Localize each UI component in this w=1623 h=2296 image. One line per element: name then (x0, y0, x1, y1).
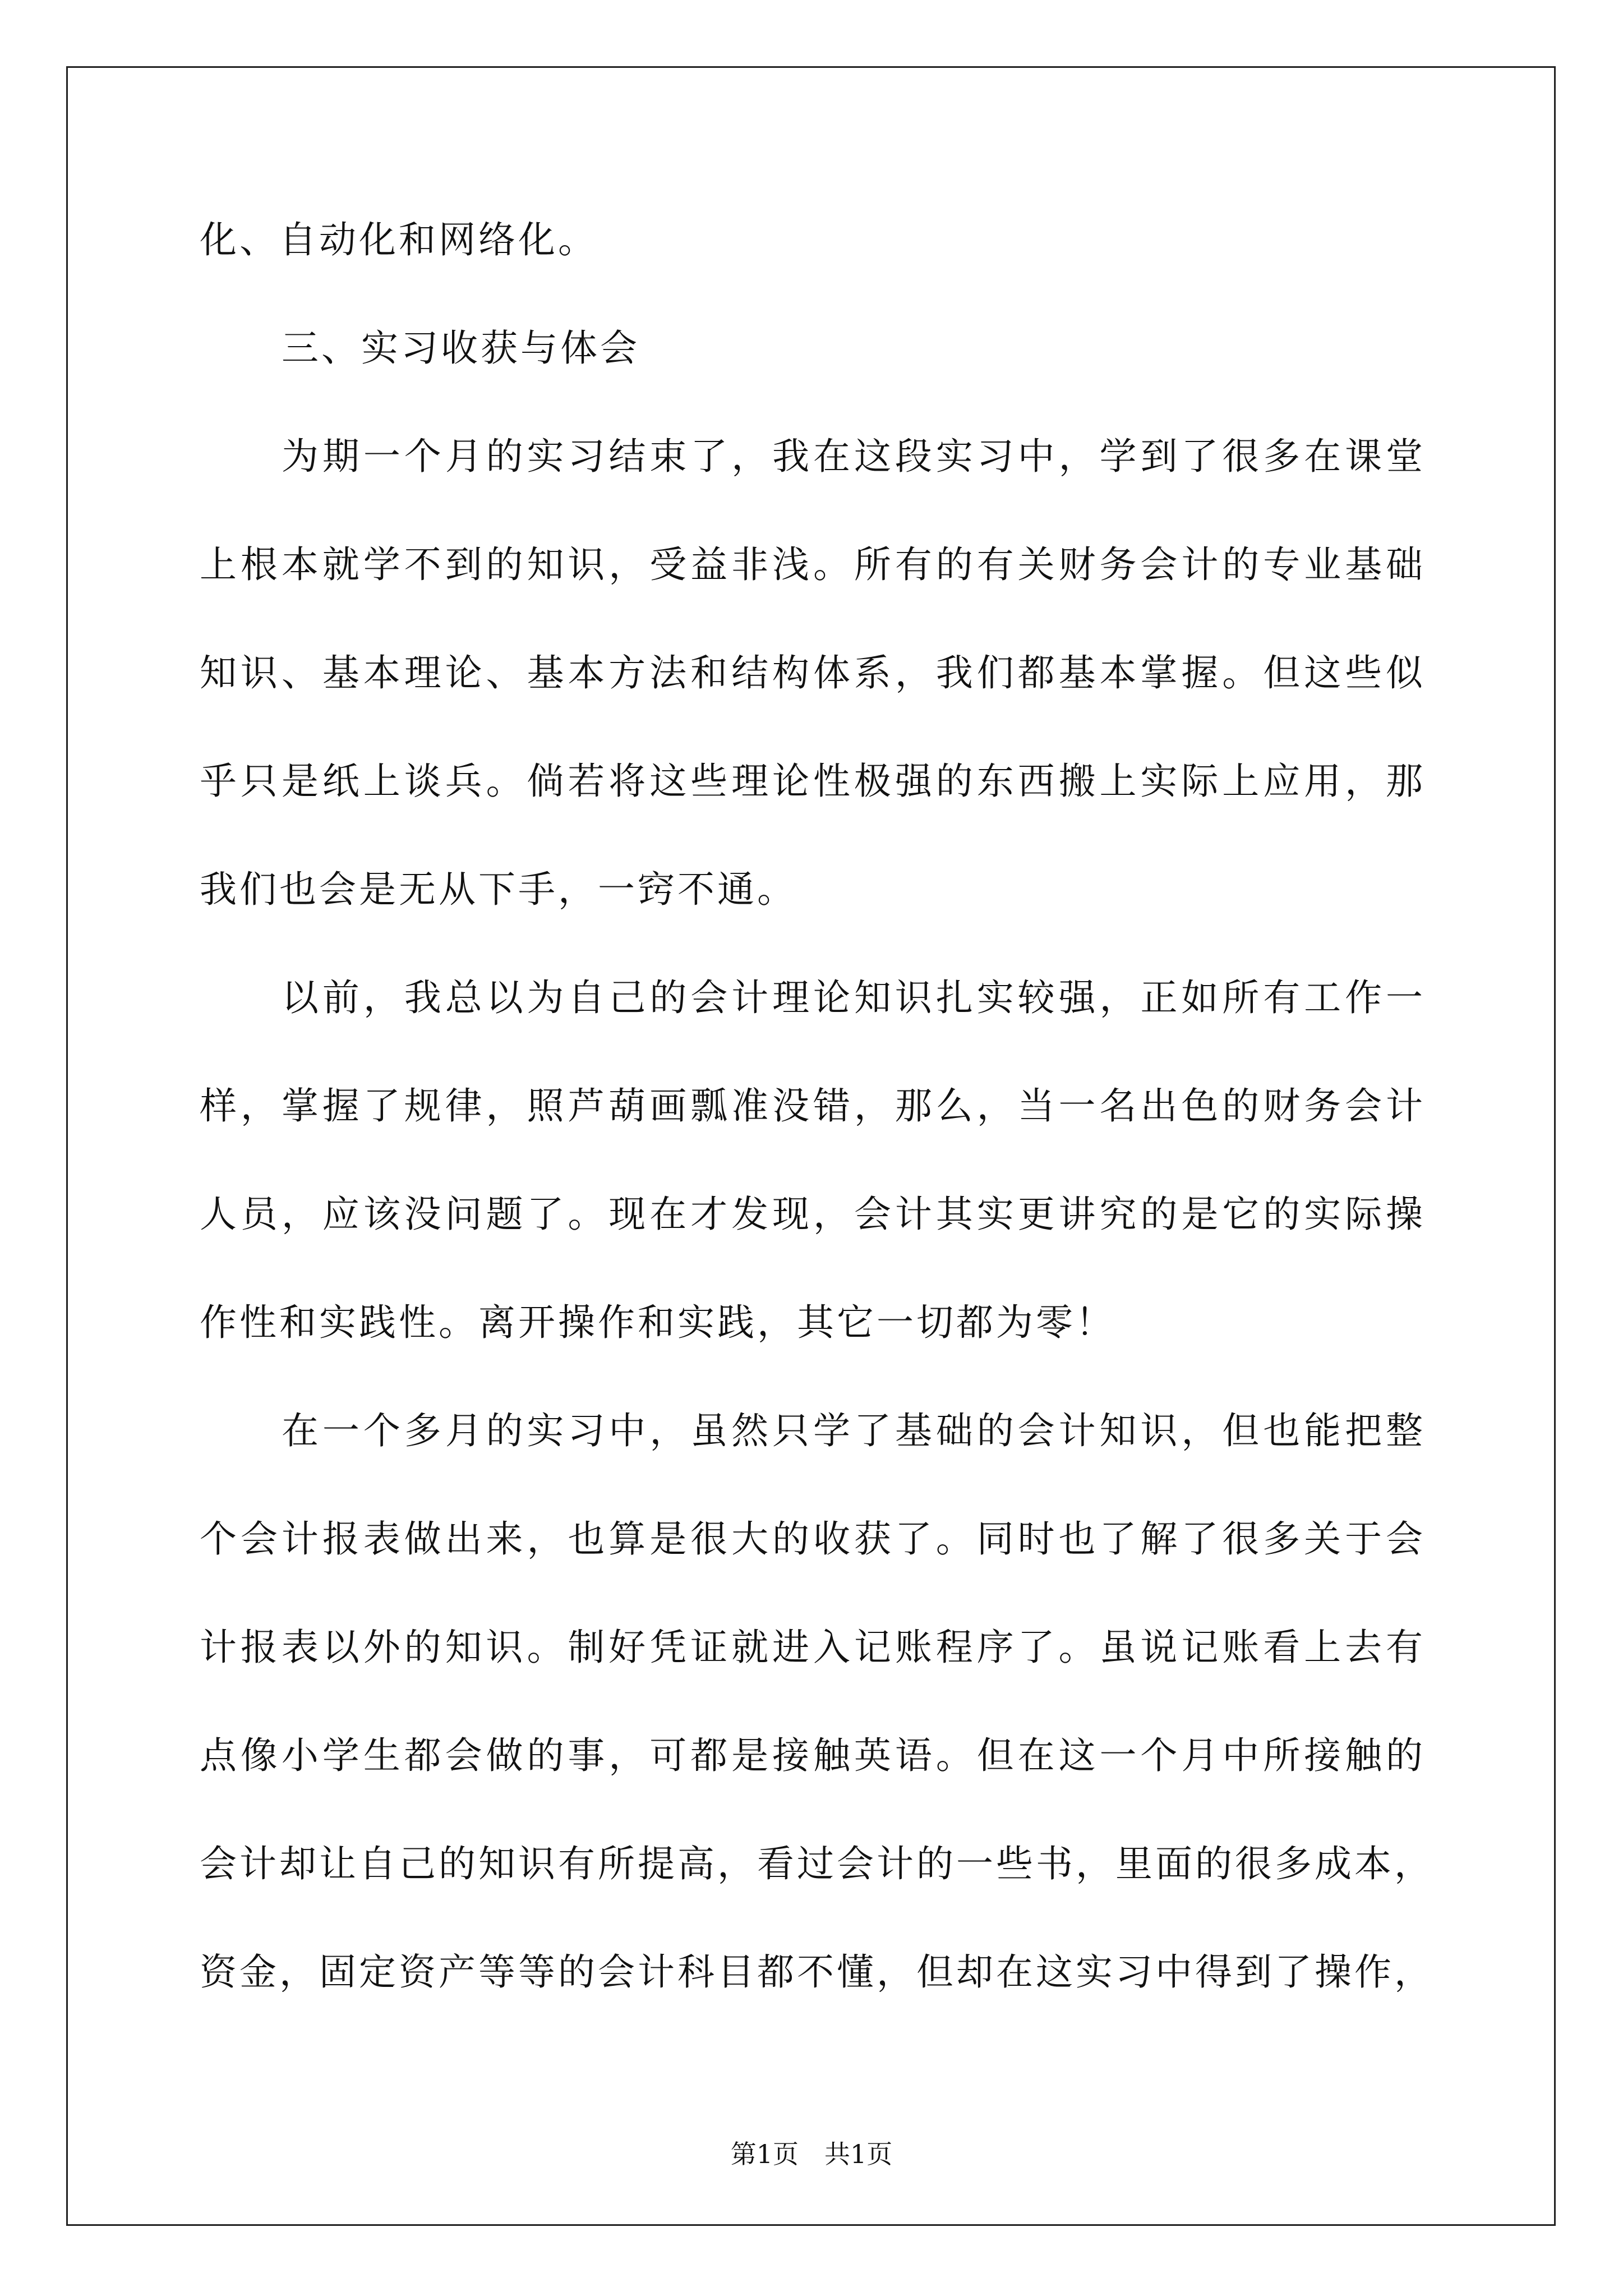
text-line: 我们也会是无从下手，一窍不通。 (200, 868, 797, 911)
text-line: 乎只是纸上谈兵。倘若将这些理论性极强的东西搬上实际上应用，那 (200, 760, 1426, 803)
text-line: 计报表以外的知识。制好凭证就进入记账程序了。虽说记账看上去有 (200, 1626, 1426, 1669)
text-line: 以前，我总以为自己的会计理论知识扎实较强，正如所有工作一 (282, 976, 1426, 1019)
text-line: 为期一个月的实习结束了，我在这段实习中，学到了很多在课堂 (282, 435, 1426, 478)
text-line: 人员，应该没问题了。现在才发现，会计其实更讲究的是它的实际操 (200, 1193, 1426, 1236)
text-line: 在一个多月的实习中，虽然只学了基础的会计知识，但也能把整 (282, 1409, 1426, 1452)
text-line: 个会计报表做出来，也算是很大的收获了。同时也了解了很多关于会 (200, 1517, 1426, 1561)
text-line: 化、自动化和网络化。 (200, 218, 598, 261)
text-line: 上根本就学不到的知识，受益非浅。所有的有关财务会计的专业基础 (200, 543, 1426, 586)
text-line: 资金，固定资产等等的会计科目都不懂，但却在这实习中得到了操作， (200, 1950, 1434, 1994)
document-body (200, 212, 1434, 2053)
page-footer (0, 2137, 1623, 2171)
text-line: 点像小学生都会做的事，可都是接触英语。但在这一个月中所接触的 (200, 1734, 1426, 1777)
page-number: 第1页 (730, 2139, 799, 2169)
text-line: 会计却让自己的知识有所提高，看过会计的一些书，里面的很多成本， (200, 1842, 1434, 1885)
page-total: 共1页 (824, 2139, 893, 2169)
text-line: 样，掌握了规律，照芦葫画瓢准没错，那么，当一名出色的财务会计 (200, 1084, 1426, 1128)
section-heading: 三、实习收获与体会 (282, 326, 640, 370)
text-line: 知识、基本理论、基本方法和结构体系，我们都基本掌握。但这些似 (200, 651, 1426, 694)
text-line: 作性和实践性。离开操作和实践，其它一切都为零！ (200, 1301, 1115, 1344)
